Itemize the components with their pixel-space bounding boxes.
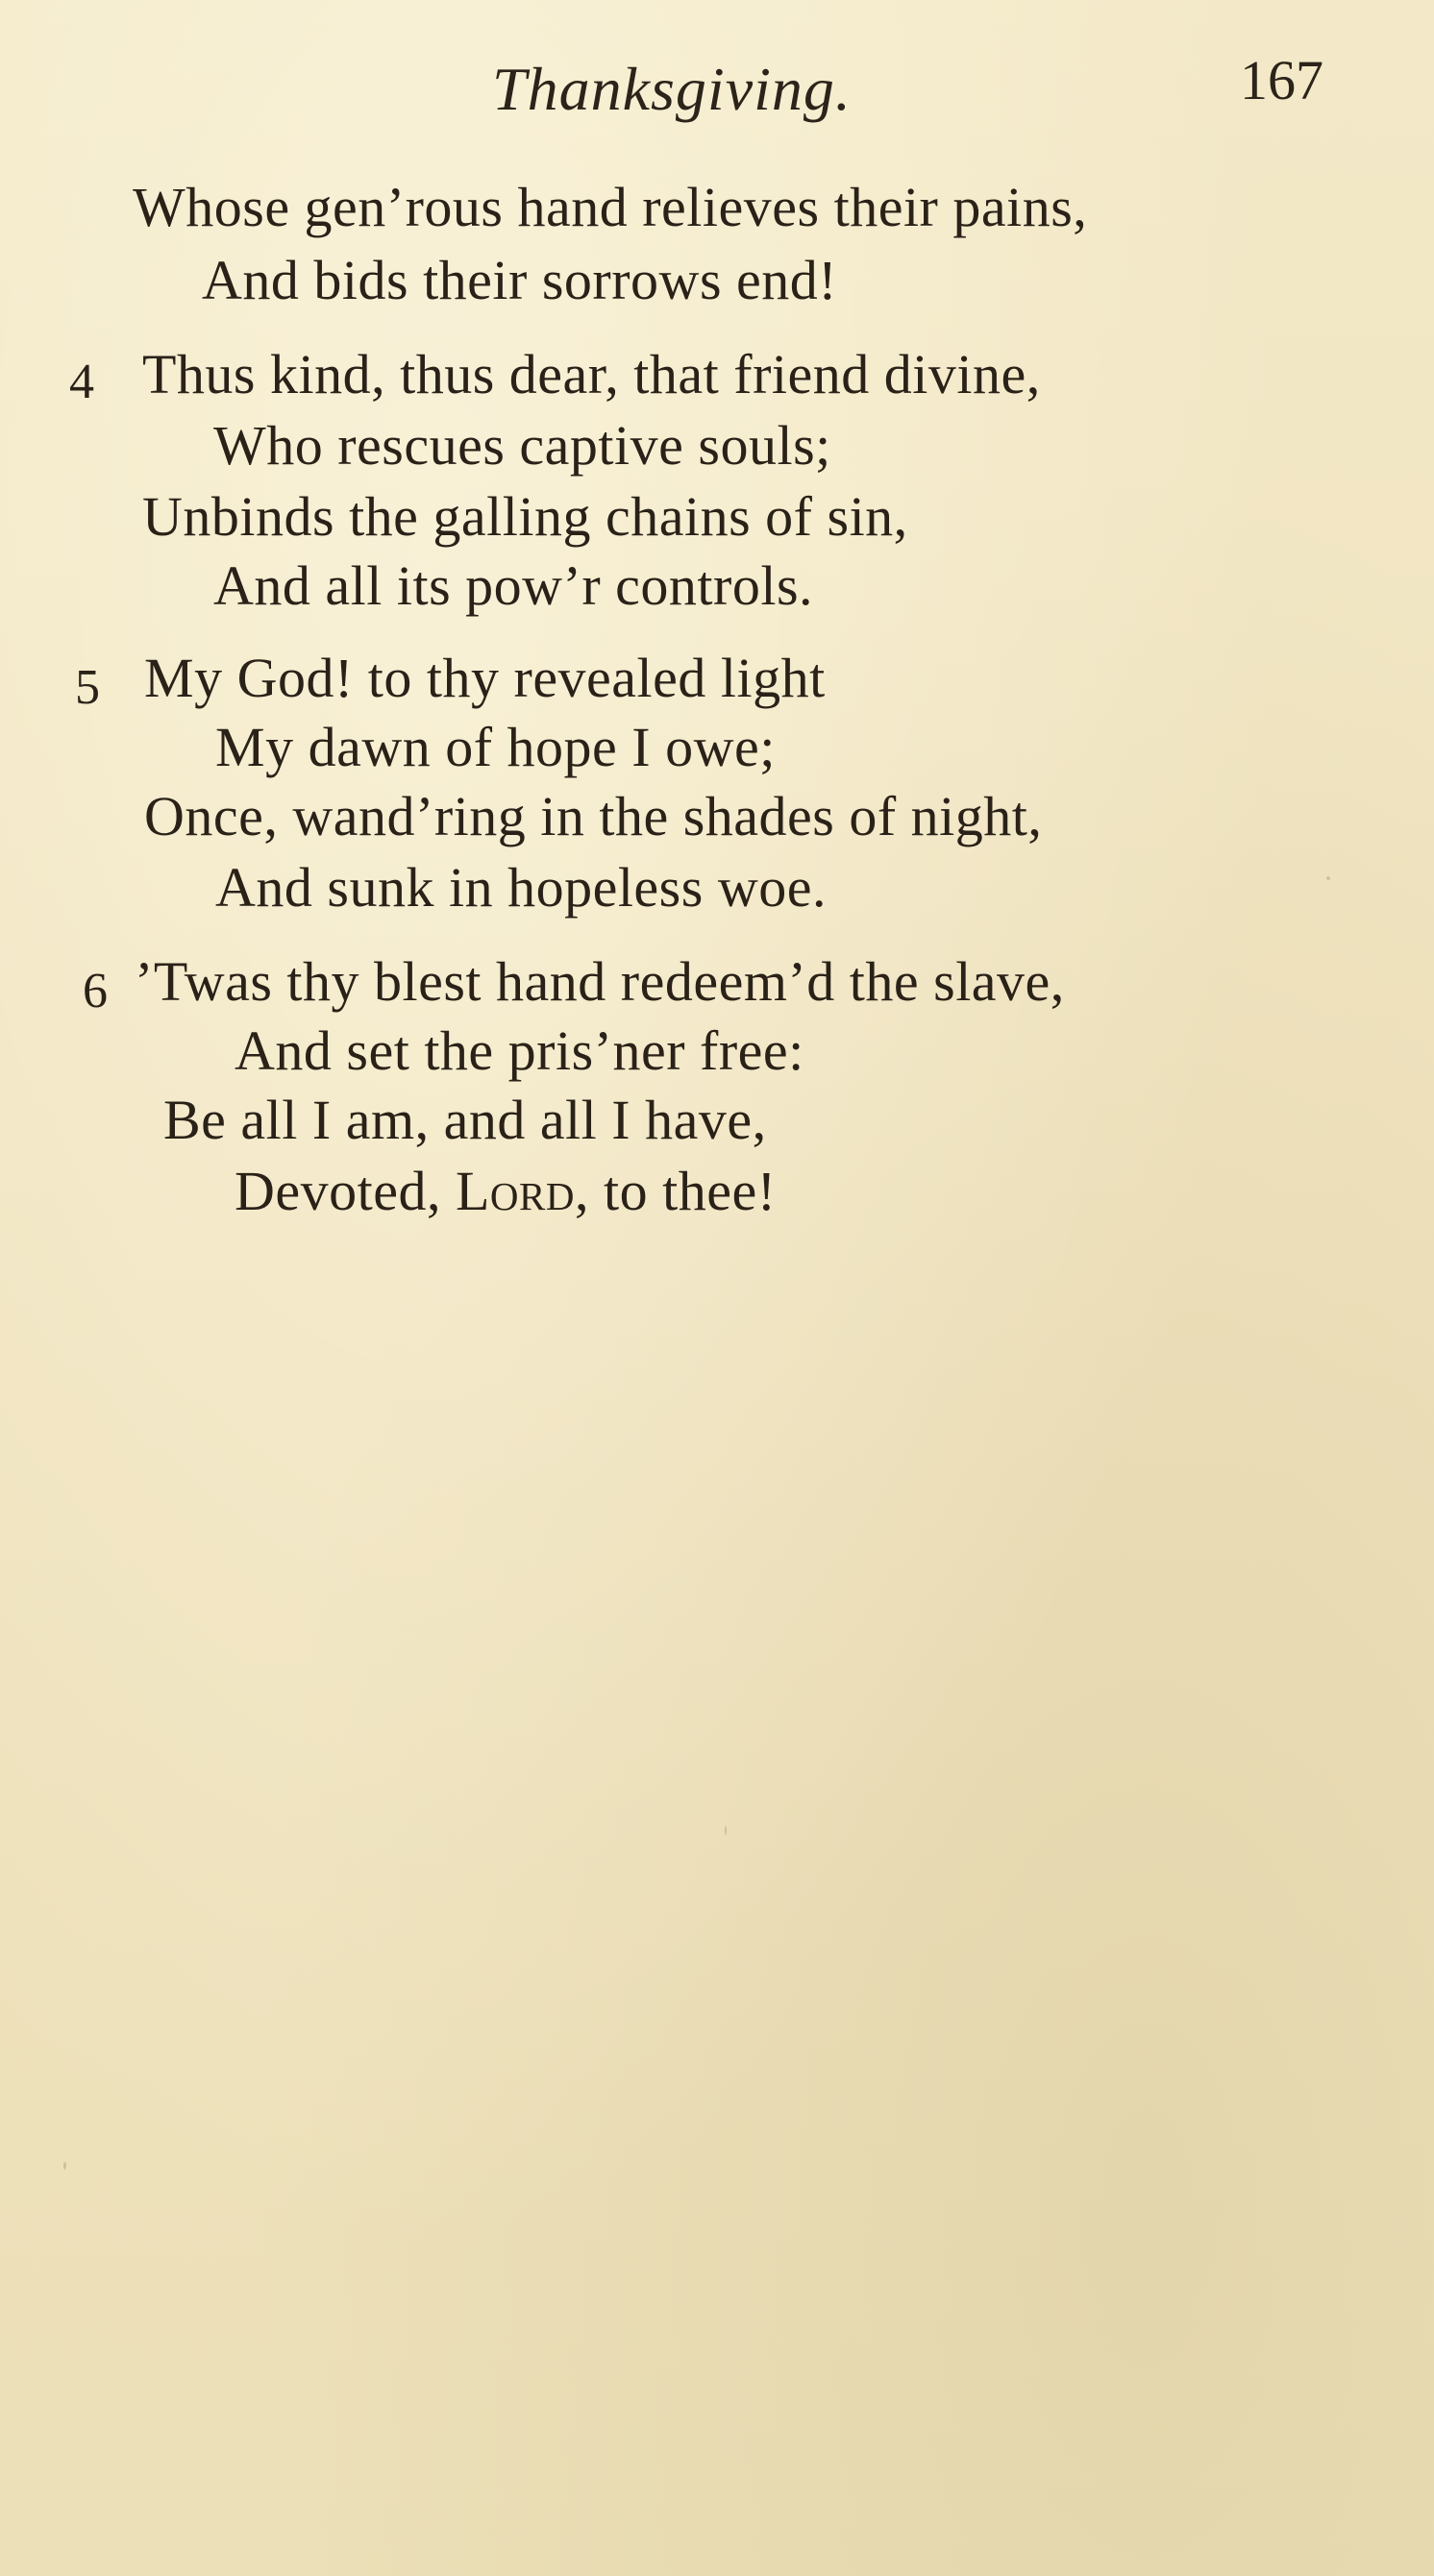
- verse-line: Who rescues captive souls;: [213, 414, 831, 477]
- verse-line: Whose gen’rous hand relieves their pains,: [133, 176, 1088, 238]
- verse-line: Once, wand’ring in the shades of night,: [144, 785, 1043, 847]
- paper-speck: [725, 1826, 727, 1835]
- verse-line: And all its pow’r controls.: [213, 554, 814, 617]
- stanza-number: 6: [83, 964, 108, 1018]
- running-title: Thanksgiving.: [492, 55, 852, 123]
- verse-line: Thus kind, thus dear, that friend divine,: [142, 343, 1041, 405]
- verse-line: And bids their sorrows end!: [202, 249, 838, 311]
- verse-line: Devoted, Lord, to thee!: [235, 1160, 777, 1222]
- verse-line: Unbinds the galling chains of sin,: [142, 485, 908, 548]
- verse-line: ’Twas thy blest hand redeem’d the slave,: [135, 950, 1065, 1013]
- verse-line: Be all I am, and all I have,: [163, 1089, 767, 1151]
- verse-line: And sunk in hopeless woe.: [215, 856, 827, 919]
- small-caps-word: Lord: [456, 1160, 575, 1222]
- stanza-number: 4: [69, 355, 94, 409]
- stanza-number: 5: [75, 660, 100, 715]
- paper-speck: [63, 2162, 66, 2170]
- verse-line: My dawn of hope I owe;: [215, 716, 776, 778]
- paper-speck: [1326, 876, 1330, 880]
- page-number: 167: [1240, 49, 1323, 111]
- verse-line: My God! to thy revealed light: [144, 647, 826, 709]
- verse-line: And set the pris’ner free:: [235, 1019, 804, 1082]
